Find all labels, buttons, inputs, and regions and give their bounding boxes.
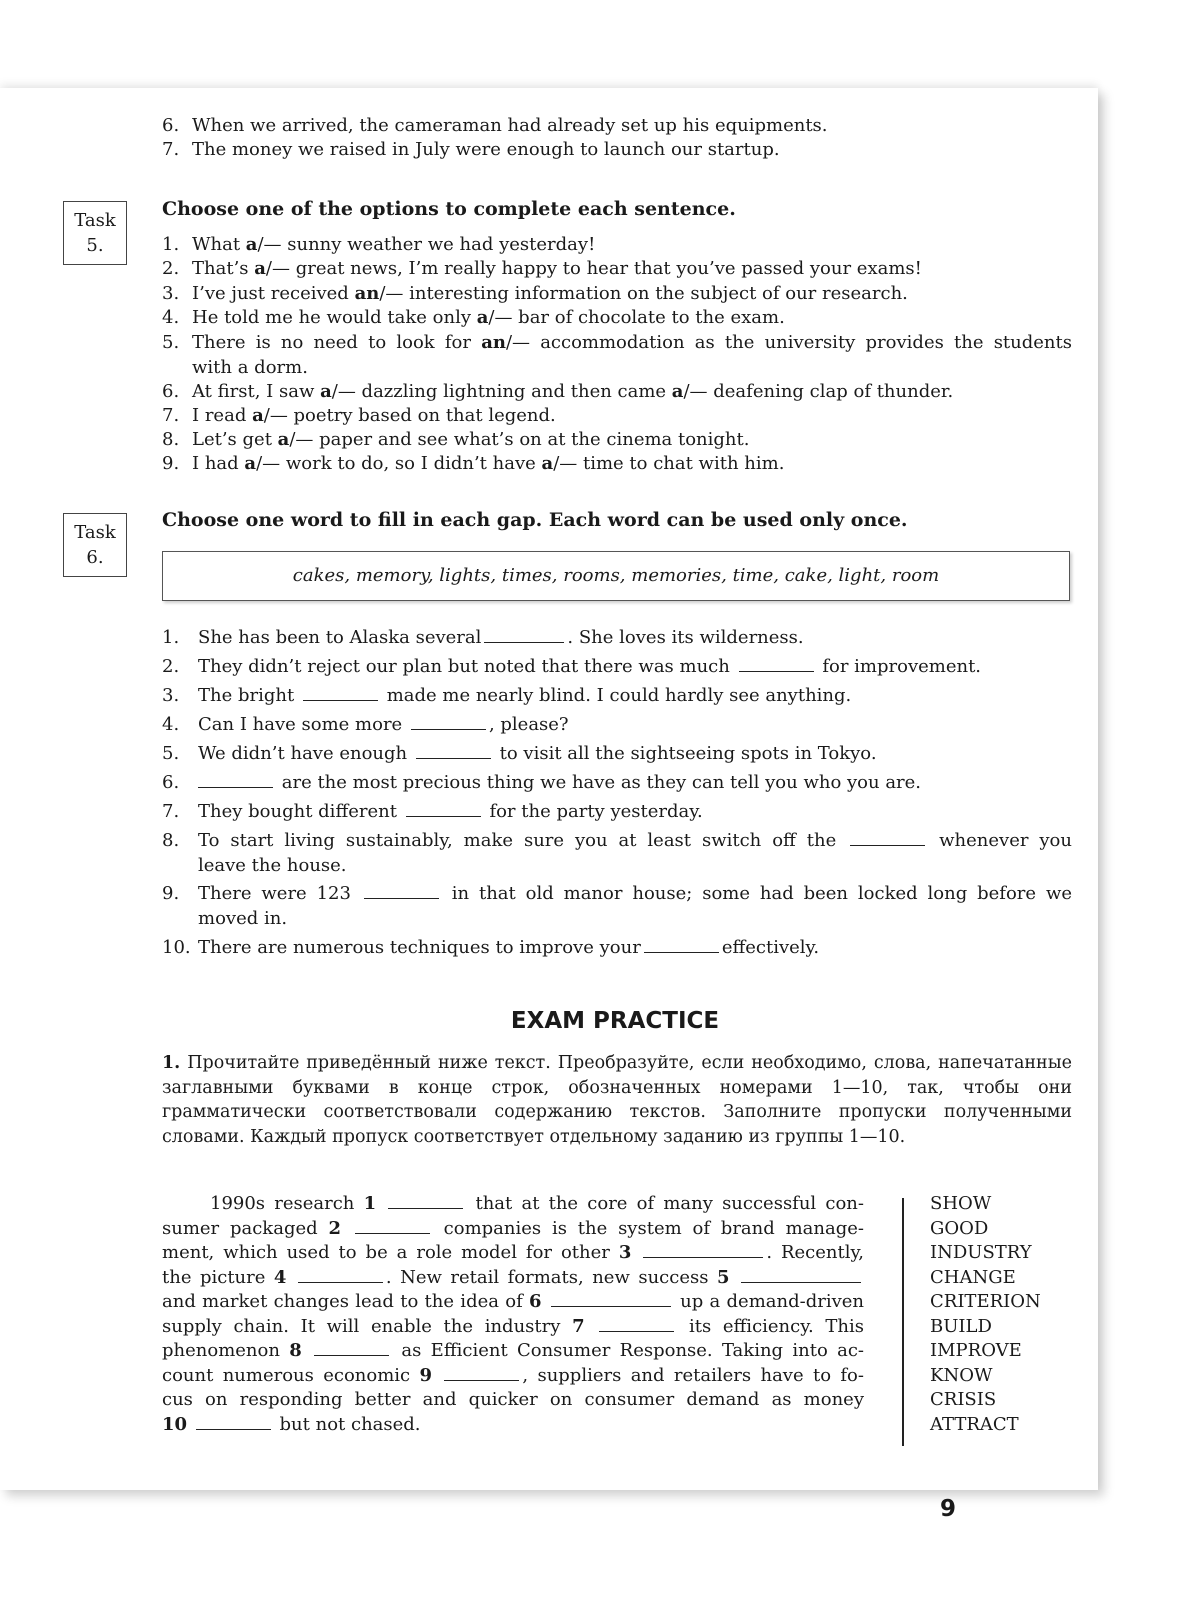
answer-gap[interactable] xyxy=(303,684,378,701)
answer-gap[interactable] xyxy=(298,1266,383,1283)
column-divider xyxy=(902,1198,904,1446)
word-bank: cakes, memory, lights, times, rooms, memories, time, cake, light, room xyxy=(162,551,1070,601)
keyword: CHANGE xyxy=(930,1266,1016,1288)
task-5-item: 6. At first, I saw a/— dazzling lightning and then came a/— deafening clap of thunder. xyxy=(162,381,954,402)
answer-gap[interactable] xyxy=(364,882,439,899)
keyword: CRISIS xyxy=(930,1389,997,1410)
task-5-label: Task 5. xyxy=(63,201,127,265)
task-5-item: 4. He told me he would take only a/— bar of chocolate to the exam. xyxy=(162,307,785,328)
section-title: EXAM PRACTICE xyxy=(510,1008,720,1034)
task-5-item: 8. Let’s get a/— paper and see what’s on at the cinema tonight. xyxy=(162,429,750,450)
answer-gap[interactable] xyxy=(741,1266,861,1283)
answer-gap[interactable] xyxy=(599,1315,674,1332)
keyword: CRITERION xyxy=(930,1291,1041,1312)
task-5-item: 2. That’s a/— great news, I’m really happy to hear that you’ve passed your exams! xyxy=(162,258,922,279)
task-5-item: 7. I read a/— poetry based on that legend. xyxy=(162,405,556,426)
keyword: GOOD xyxy=(930,1217,989,1239)
task-6-label: Task 6. xyxy=(63,513,127,577)
page-number: 9 xyxy=(940,1496,957,1522)
answer-gap[interactable] xyxy=(643,1241,763,1258)
answer-gap[interactable] xyxy=(739,655,814,672)
answer-gap[interactable] xyxy=(644,936,719,953)
list-item: 6. When we arrived, the cameraman had already set up his equipments. xyxy=(162,115,828,136)
keyword: IMPROVE xyxy=(930,1340,1022,1361)
task-5-item: 9. I had a/— work to do, so I didn’t have a/— time to chat with him. xyxy=(162,453,785,474)
answer-gap[interactable] xyxy=(411,713,486,730)
answer-gap[interactable] xyxy=(196,1413,271,1430)
answer-gap[interactable] xyxy=(388,1192,463,1209)
answer-gap[interactable] xyxy=(551,1290,671,1307)
task-5-item: 3. I’ve just received an/— interesting information on the subject of our research. xyxy=(162,283,908,304)
task-5-heading: Choose one of the options to complete each sentence. xyxy=(162,198,736,220)
exam-instruction: 1. Прочитайте приведённый ниже текст. Преобразуйте, если необходимо, слова, напечатанные заглавными буквами в конце строк, обозначенных номерами 1—10, так, чтобы они грамматически соответствовали содержанию текстов. Заполните пропуски полученными словами. Каждый пропуск соответствует отдельному заданию из группы 1—10. xyxy=(162,1053,1072,1147)
answer-gap[interactable] xyxy=(355,1217,430,1234)
task-6-item: 8. To start living sustainably, make sure you at least switch off the whenever you leave the house. xyxy=(162,830,1072,876)
keyword: ATTRACT xyxy=(930,1413,1019,1435)
answer-gap[interactable] xyxy=(484,626,564,643)
task-6-item: 9. There were 123 in that old manor house; some had been locked long before we moved in. xyxy=(162,883,1072,929)
answer-gap[interactable] xyxy=(406,800,481,817)
answer-gap[interactable] xyxy=(444,1364,519,1381)
task-5-item: 5. There is no need to look for an/— accommodation as the university provides the students with a dorm. xyxy=(162,332,1072,378)
answer-gap[interactable] xyxy=(416,742,491,759)
keyword: INDUSTRY xyxy=(930,1242,1032,1263)
keyword: KNOW xyxy=(930,1364,993,1386)
keyword: SHOW xyxy=(930,1193,992,1214)
answer-gap[interactable] xyxy=(314,1339,389,1356)
task-6-heading: Choose one word to fill in each gap. Each word can be used only once. xyxy=(162,509,908,531)
answer-gap[interactable] xyxy=(198,771,273,788)
exam-passage: 1990s research 1 that at the core of many successful con- sumer packaged 2 companies is the system of brand manage- ment, which used to be a role model for other 3 . Recently, the picture 4 . New retail formats, new success 5 and market changes lead to the idea of 6 up a demand-driven supply chain. It will enable the industry 7 its efficiency. This phenomenon 8 as Efficient Consumer Response. Taking into ac- count numerous economic 9 , suppliers and retailers have to fo- cus on responding better and quicker on consumer demand as money 10 but not chased. xyxy=(162,1193,864,1435)
keyword-column xyxy=(930,1192,1041,1437)
keyword: BUILD xyxy=(930,1315,992,1337)
task-5-item: 1. What a/— sunny weather we had yesterday! xyxy=(162,234,596,255)
list-item: 7. The money we raised in July were enough to launch our startup. xyxy=(162,139,780,160)
answer-gap[interactable] xyxy=(850,829,925,846)
